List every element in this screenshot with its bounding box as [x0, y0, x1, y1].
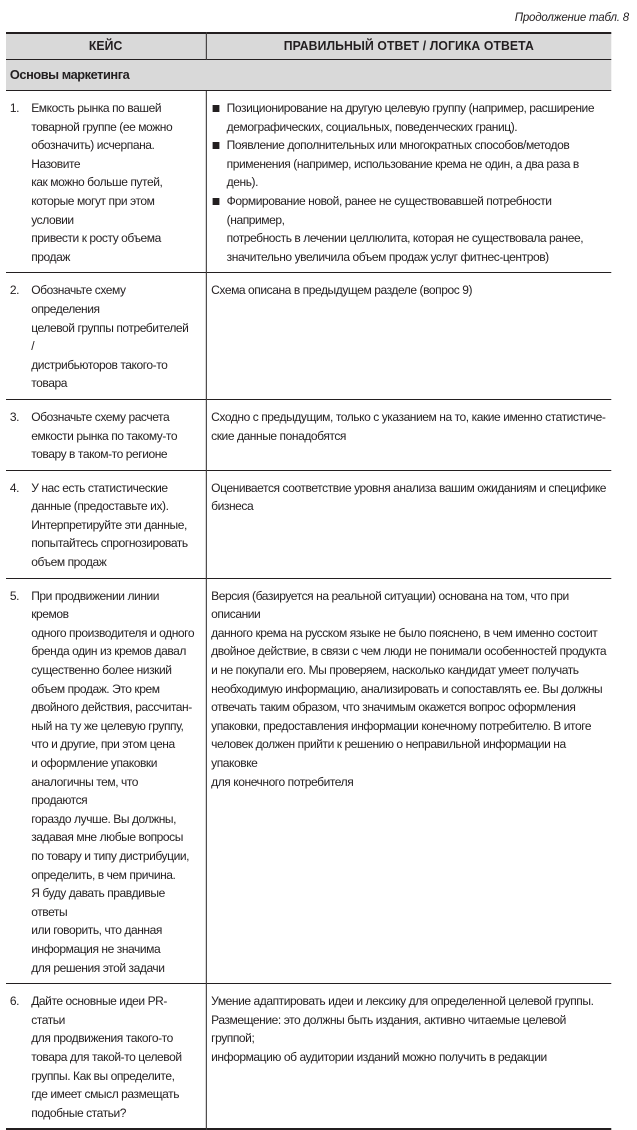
answer-text-line: человек должен прийти к решению о неправильной информации на упаковке	[211, 737, 566, 770]
cases-table	[6, 32, 611, 1130]
case-text	[31, 281, 194, 393]
case-text-line: как можно больше путей,	[31, 175, 163, 190]
answer-text-line: для конечного потребителя	[211, 774, 354, 789]
case-text-line: товарной группе (ее можно	[31, 119, 173, 134]
case-number: 3.	[9, 409, 20, 424]
answer-text-line: необходимую информацию, анализировать и сопоставлять ее. Вы должны	[211, 681, 603, 696]
case-cell	[6, 470, 206, 578]
answer-text-line: потребность в лечении целлюлита, которая не существовала ранее,	[226, 231, 584, 246]
answer-bullet-list	[211, 99, 607, 266]
case-text-line: объем продаж	[31, 555, 107, 570]
table-row	[6, 578, 611, 983]
answer-text-line: Умение адаптировать идеи и лексику для определенной целевой группы.	[211, 994, 594, 1009]
case-text	[31, 992, 194, 1122]
case-number: 1.	[9, 101, 20, 115]
case-text-line: целевой группы потребителей /	[31, 320, 189, 354]
case-text-line: товара для такой-то целевой	[31, 1049, 182, 1064]
answer-cell	[206, 399, 611, 470]
case-text-line: привести к росту объема продаж	[31, 231, 161, 264]
answer-text-line: ские данные понадобятся	[211, 428, 346, 443]
case-cell	[6, 91, 206, 273]
case-number: 5.	[9, 588, 20, 603]
column-header-answer: ПРАВИЛЬНЫЙ ОТВЕТ / ЛОГИКА ОТВЕТА	[206, 33, 611, 60]
case-number: 4.	[9, 480, 20, 495]
case-cell	[6, 273, 206, 400]
answer-cell	[206, 470, 611, 578]
case-text-line: по товару и типу дистрибуции,	[31, 848, 190, 863]
case-text	[31, 587, 194, 977]
case-text-line: Емкость рынка по вашей	[31, 101, 162, 115]
case-text-line: существенно более низкий	[31, 663, 172, 678]
case-text	[31, 99, 194, 266]
answer-text-line: упаковки, предоставления информации конечному потребителю. В итоге	[211, 718, 592, 733]
case-text-line: что и другие, при этом цена	[31, 737, 175, 752]
answer-bullet-item	[211, 192, 607, 266]
table-row	[6, 399, 611, 470]
column-header-case: КЕЙС	[6, 33, 206, 60]
case-text-line: Обозначьте схему определения	[31, 283, 126, 316]
answer-text-line: отвечать таким образом, что значимым окажется вопрос оформления	[211, 700, 576, 715]
case-text-line: для решения этой задачи	[31, 960, 165, 975]
case-text-line: которые могут при этом условии	[31, 193, 155, 227]
case-text-line: одного производителя и одного	[31, 625, 195, 640]
answer-text	[211, 408, 607, 445]
answer-text-line: бизнеса	[211, 499, 254, 514]
case-text	[31, 479, 194, 572]
case-text-line: Я буду давать правдивые ответы	[31, 886, 165, 919]
case-text-line: объем продаж. Это крем	[31, 681, 160, 696]
case-number: 6.	[9, 994, 20, 1009]
table-caption: Продолжение табл. 8	[514, 12, 629, 24]
case-text-line: товару в таком-то регионе	[31, 447, 168, 462]
answer-cell	[206, 578, 611, 983]
case-text-line: аналогичны тем, что продаются	[31, 774, 139, 808]
case-cell	[6, 399, 206, 470]
table-row	[6, 91, 611, 273]
case-text-line: При продвижении линии кремов	[31, 588, 160, 622]
case-text-line: где имеет смысл размещать	[31, 1087, 180, 1102]
case-text-line: подобные статьи?	[31, 1105, 127, 1120]
case-text-line: попытайтесь спрогнозировать	[31, 536, 188, 551]
case-text-line: и оформление упаковки	[31, 756, 158, 770]
answer-text-line: демографических, социальных, поведенческих границ).	[226, 119, 518, 134]
answer-text-line: Размещение: это должны быть издания, активно читаемые целевой группой;	[211, 1012, 566, 1046]
answer-bullet-item	[211, 99, 607, 136]
answer-text-line: значительно увеличила объем продаж услуг фитнес-центров)	[226, 249, 549, 264]
case-number: 2.	[9, 283, 20, 298]
table-row	[6, 470, 611, 578]
case-text-line: емкости рынка по такому-то	[31, 428, 178, 443]
answer-cell	[206, 91, 611, 273]
answer-text-line: применения (например, использование крема не один, а два раза в день).	[226, 156, 579, 190]
case-text-line: Обозначьте схему расчета	[31, 409, 170, 424]
case-text-line: Интерпретируйте эти данные,	[31, 517, 187, 532]
case-text-line: Дайте основные идеи PR-статьи	[31, 994, 167, 1027]
table-row	[6, 984, 611, 1130]
case-text-line: двойного действия, рассчитан-	[31, 700, 192, 715]
case-text-line: информация не значима	[31, 941, 161, 956]
case-text-line: задавая мне любые вопросы	[31, 830, 183, 845]
answer-text-line: Версия (базируется на реальной ситуации) основана на том, что при описании	[211, 588, 569, 622]
answer-text-line: информацию об аудитории изданий можно получить в редакции	[211, 1049, 547, 1064]
answer-text-line: двойное действие, в связи с чем люди не понимали особенностей продукта	[211, 644, 607, 659]
answer-text-line: и не покупали его. Мы проверяем, насколько кандидат умеет получать	[211, 663, 579, 678]
answer-cell	[206, 984, 611, 1130]
answer-text-line: Оценивается соответствие уровня анализа вашим ожиданиям и специфике	[211, 480, 607, 495]
answer-text	[211, 587, 607, 792]
table-row	[6, 273, 611, 400]
case-text	[31, 408, 194, 464]
case-text-line: определить, в чем причина.	[31, 867, 176, 882]
answer-text-line: Формирование новой, ранее не существовавшей потребности (например,	[226, 193, 552, 227]
answer-cell	[206, 273, 611, 400]
answer-text-line: Схема описана в предыдущем разделе (вопрос 9)	[211, 283, 473, 298]
answer-text-line: Позиционирование на другую целевую группу (например, расширение	[226, 101, 595, 115]
case-text-line: для продвижения такого-то	[31, 1031, 173, 1046]
case-cell	[6, 578, 206, 983]
answer-text-line: Появление дополнительных или многократных способов/методов	[226, 138, 570, 153]
case-text-line: группы. Как вы определите,	[31, 1068, 175, 1083]
answer-text	[211, 992, 607, 1066]
table-header-row	[6, 33, 611, 60]
case-text-line: ный на ту же целевую группу,	[31, 718, 184, 733]
case-text-line: данные (предоставьте их).	[31, 499, 169, 514]
answer-text	[211, 281, 607, 300]
case-cell	[6, 984, 206, 1130]
case-text-line: гораздо лучше. Вы должны,	[31, 811, 177, 826]
case-text-line: бренда один из кремов давал	[31, 644, 186, 659]
section-title: Основы маркетинга	[6, 60, 611, 91]
answer-text-line: Сходно с предыдущим, только с указанием на то, какие именно статистиче-	[211, 409, 606, 424]
answer-text-line: данного крема на русском языке не было пояснено, в чем именно состоит	[211, 625, 598, 640]
section-row	[6, 60, 611, 91]
answer-text	[211, 479, 607, 516]
case-text-line: У нас есть статистические	[31, 480, 168, 495]
answer-bullet-item	[211, 136, 607, 192]
case-text-line: дистрибьюторов такого-то товара	[31, 357, 168, 391]
case-text-line: или говорить, что данная	[31, 923, 162, 938]
case-text-line: обозначить) исчерпана. Назовите	[31, 138, 155, 171]
